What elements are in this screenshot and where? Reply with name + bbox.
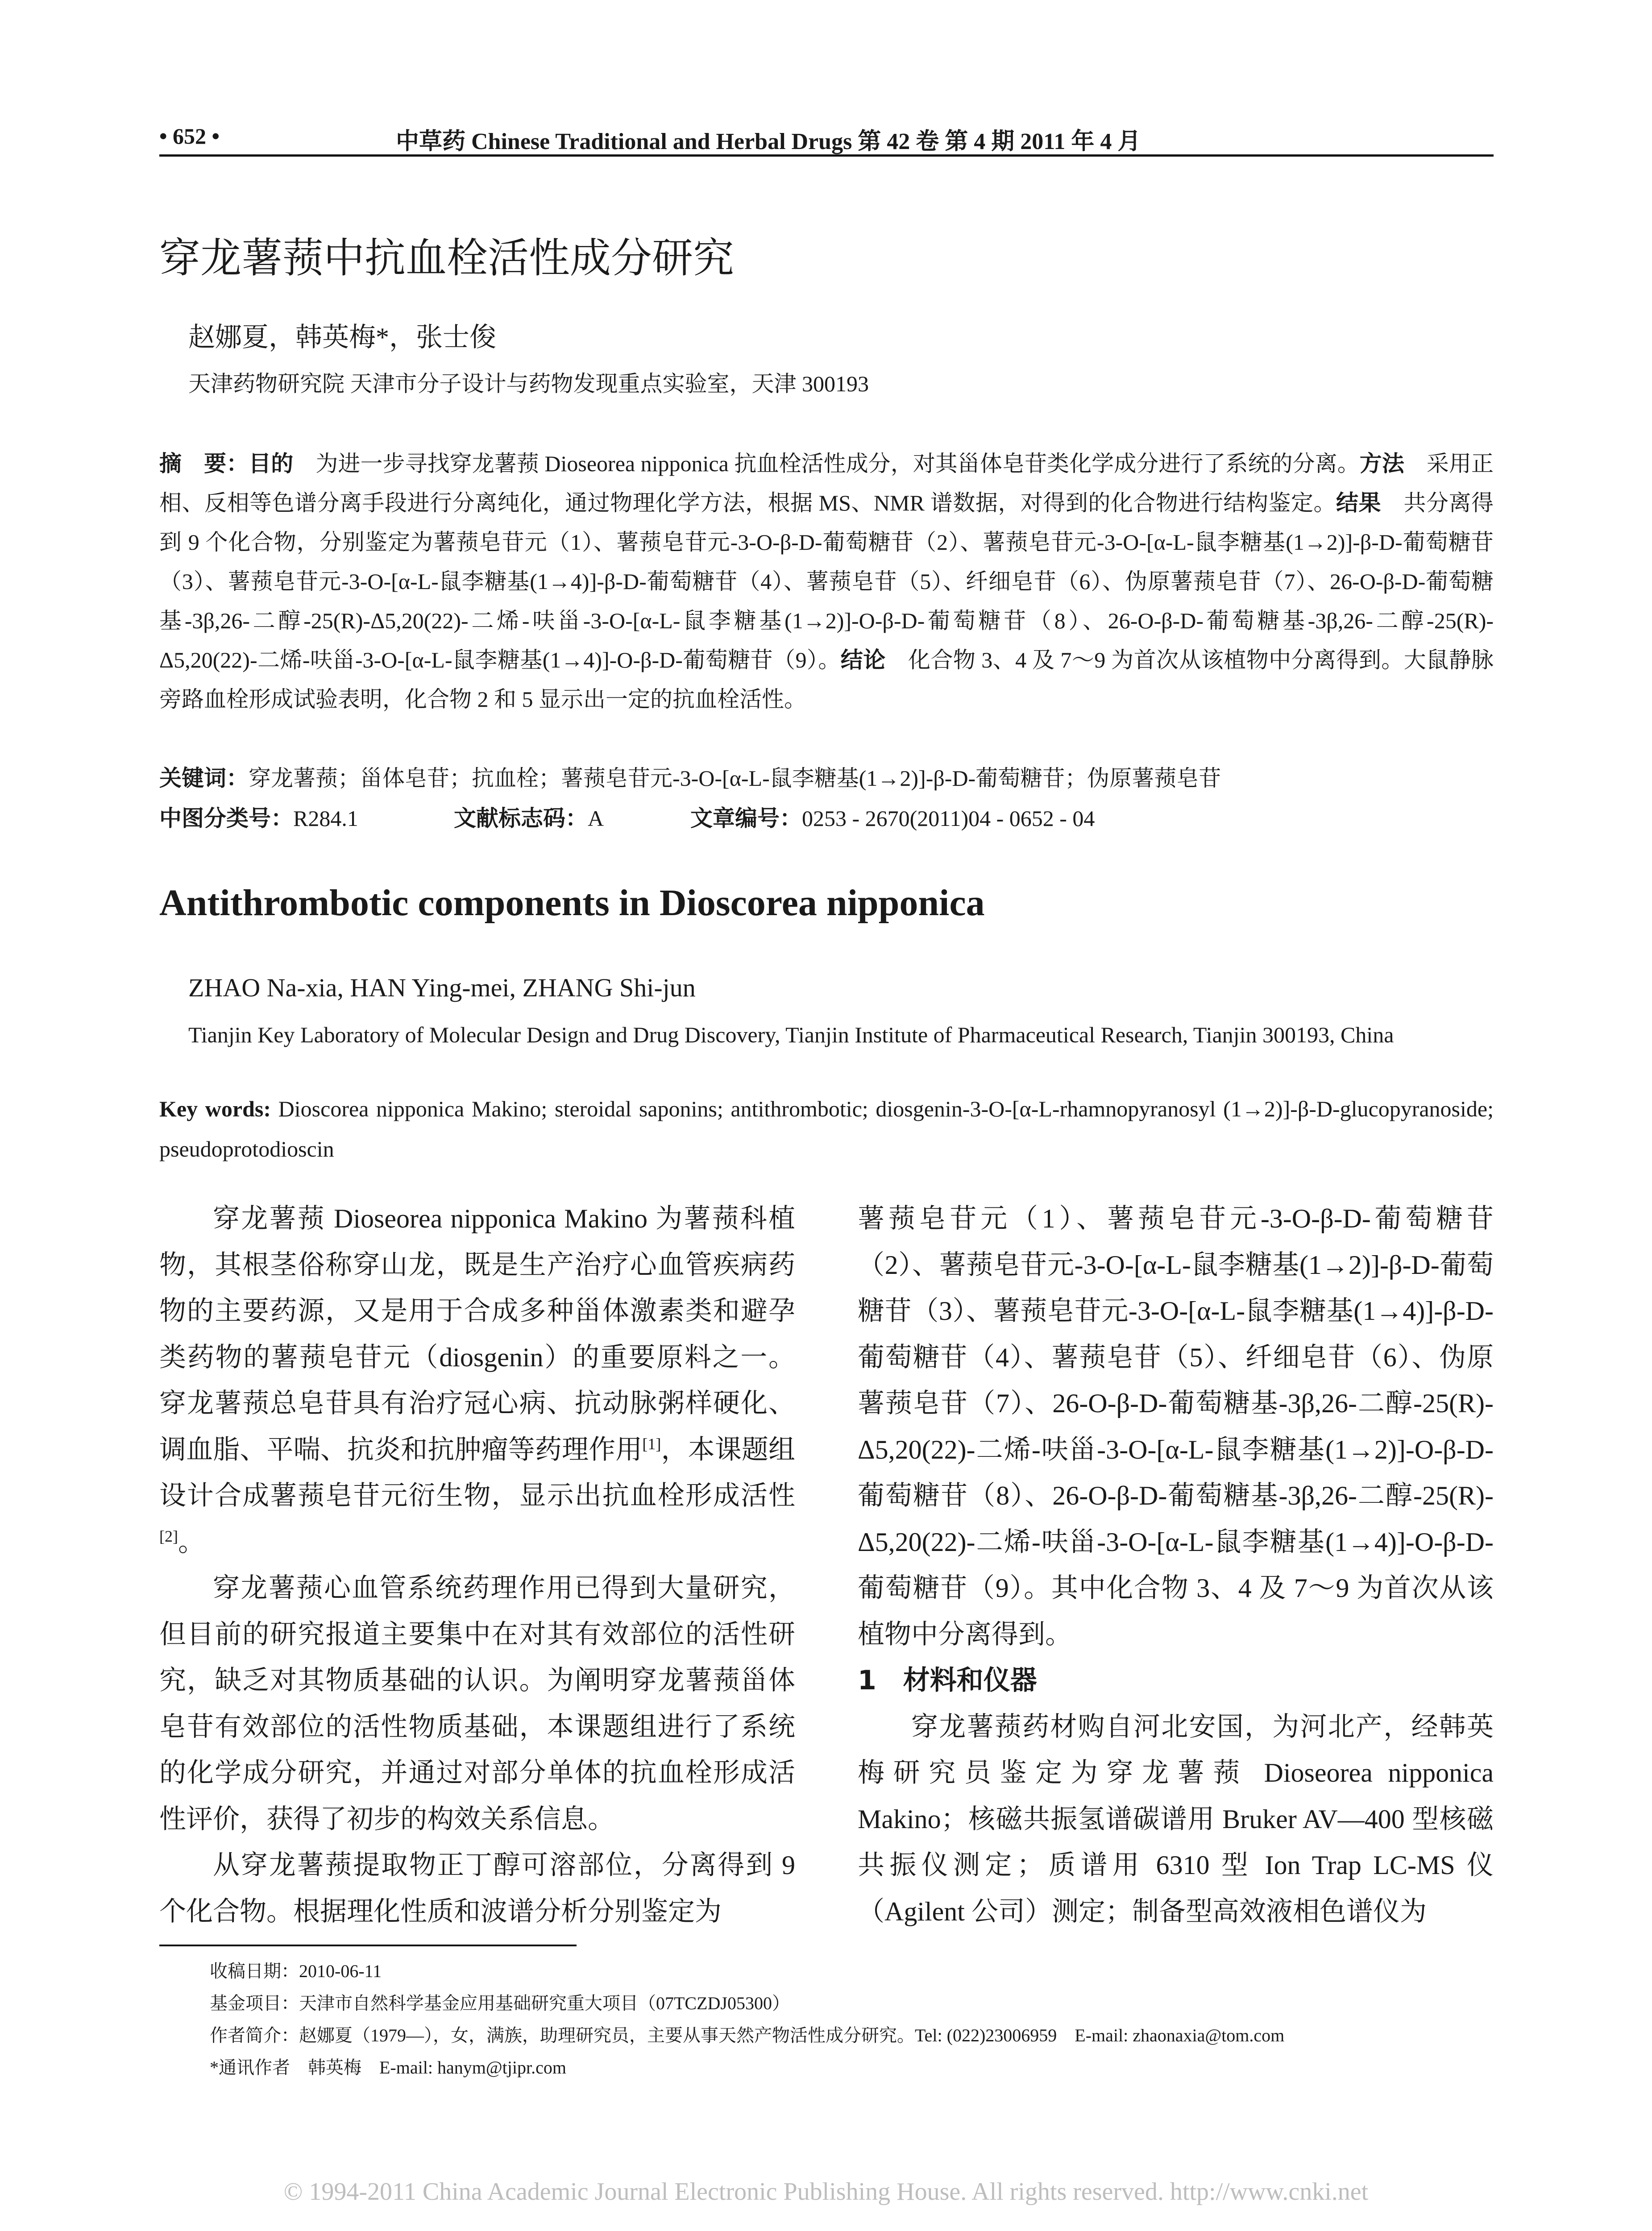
footnote-fund: 基金项目：天津市自然科学基金应用基础研究重大项目（07TCZDJ05300） [210, 1993, 790, 2013]
authors-chinese: 赵娜夏，韩英梅*，张士俊 [188, 323, 496, 352]
method-text: 采用正相、反相等色谱分离手段进行分离纯化，通过物理化学方法，根据 MS、NMR 谱数据，对得到的化合物进行结构鉴定。 [159, 451, 1494, 515]
body-left-column [159, 1196, 795, 1935]
article-number-value: 0253 - 2670(2011)04 - 0652 - 04 [802, 806, 1095, 831]
paragraph: 穿龙薯蓣心血管系统药理作用已得到大量研究，但目前的研究报道主要集中在对其有效部位的活性研究，缺乏对其物质基础的认识。为阐明穿龙薯蓣甾体皂苷有效部位的活性物质基础，本课题组进行了系统的化学成分研究，并通过对部分单体的抗血栓形成活性评价，获得了初步的构效关系信息。 [159, 1573, 795, 1834]
footnotes [210, 1955, 1504, 2084]
clc-label: 中图分类号： [159, 805, 293, 831]
objective-text: 为进一步寻找穿龙薯蓣 Dioseorea nipponica 抗血栓活性成分，对其甾体皂苷类化学成分进行了系统的分离。 [293, 451, 1360, 476]
keywords-en-label: Key words: [159, 1096, 271, 1121]
affiliation-chinese: 天津药物研究院 天津市分子设计与药物发现重点实验室，天津 300193 [188, 371, 869, 396]
method-label: 方法 [1359, 451, 1404, 477]
running-header [159, 117, 1494, 157]
title-english: Antithrombotic components in Dioscorea nipponica [159, 882, 985, 924]
section-heading: 1 材料和仪器 [858, 1665, 1037, 1696]
doc-code-value: A [588, 806, 604, 831]
footnote-divider [159, 1945, 577, 1946]
keywords-label: 关键词： [159, 765, 249, 791]
paragraph: 穿龙薯蓣 Dioseorea nipponica Makino 为薯蓣科植物，其根茎俗称穿山龙，既是生产治疗心血管疾病药物的主要药源，又是用于合成多种甾体激素类和避孕类药物的薯蓣皂苷元（diosgenin）的重要原料之一。穿龙薯蓣总皂苷具有治疗冠心病、抗动脉粥样硬化、调血脂、平喘、抗炎和抗肿瘤等药理作用[1]，本课题组设计合成薯蓣皂苷元衍生物，显示出抗血栓形成活性[2]。 [159, 1204, 795, 1557]
conclusion-label: 结论 [840, 647, 886, 673]
citation-ref: [2] [159, 1527, 178, 1545]
article-number-label: 文章编号： [690, 805, 802, 831]
header-divider [159, 154, 1494, 157]
paragraph: 从穿龙薯蓣提取物正丁醇可溶部位，分离得到 9 个化合物。根据理化性质和波谱分析分别鉴定为 [159, 1850, 795, 1926]
affiliation-english: Tianjin Key Laboratory of Molecular Design and Drug Discovery, Tianjin Institute of Pharmaceutical Research, Tianjin 300193, China [188, 1022, 1394, 1047]
keywords-chinese [159, 759, 1494, 798]
citation-ref: [1] [642, 1435, 661, 1453]
keywords-english [159, 1089, 1494, 1169]
footnote-author: 作者简介：赵娜夏（1979—），女，满族，助理研究员，主要从事天然产物活性成分研究。Tel: (022)23006959 E-mail: zhaonaxia@tom.com [210, 2025, 1285, 2045]
abstract-label: 摘 要： [159, 451, 249, 477]
paragraph: 薯蓣皂苷元（1）、薯蓣皂苷元-3-O-β-D-葡萄糖苷（2）、薯蓣皂苷元-3-O-[α-L-鼠李糖基(1→2)]-β-D-葡萄糖苷（3）、薯蓣皂苷元-3-O-[α-L-鼠李糖基(1→4)]-β-D-葡萄糖苷（4）、薯蓣皂苷（5）、纤细皂苷（6）、伪原薯蓣皂苷（7）、26-O-β-D-葡萄糖基-3β,26-二醇-25(R)-Δ5,20(22)-二烯-呋甾-3-O-[α-L-鼠李糖基(1→2)]-O-β-D-葡萄糖苷（8）、26-O-β-D-葡萄糖基-3β,26-二醇-25(R)-Δ5,20(22)-二烯-呋甾-3-O-[α-L-鼠李糖基(1→4)]-O-β-D-葡萄糖苷（9）。其中化合物 3、4 及 7～9 为首次从该植物中分离得到。 [858, 1204, 1494, 1649]
copyright-watermark: © 1994-2011 China Academic Journal Electronic Publishing House. All rights reserved. http://www.cnki.net [283, 2178, 1369, 2206]
title-chinese: 穿龙薯蓣中抗血栓活性成分研究 [159, 234, 735, 282]
paragraph: 穿龙薯蓣药材购自河北安国，为河北产，经韩英梅研究员鉴定为穿龙薯蓣 Dioseorea nipponica Makino；核磁共振氢谱碳谱用 Bruker AV—400 型核磁共振仪测定；质谱用 6310 型 Ion Trap LC-MS 仪（Agilent 公司）测定；制备型高效液相色谱仪为 [858, 1712, 1494, 1926]
authors-english: ZHAO Na-xia, HAN Ying-mei, ZHANG Shi-jun [188, 973, 696, 1002]
objective-label: 目的 [249, 451, 294, 477]
keywords-text: 穿龙薯蓣；甾体皂苷；抗血栓；薯蓣皂苷元-3-O-[α-L-鼠李糖基(1→2)]-β-D-葡萄糖苷；伪原薯蓣皂苷 [249, 766, 1221, 791]
keywords-en-text: Dioscorea nipponica Makino; steroidal saponins; antithrombotic; diosgenin-3-O-[α-L-rhamnopyranosyl (1→2)]-β-D-glucopyranoside; pseudoprotodioscin [159, 1096, 1494, 1161]
abstract-chinese [159, 444, 1494, 719]
footnote-received: 收稿日期：2010-06-11 [210, 1961, 382, 1981]
clc-value: R284.1 [293, 806, 358, 831]
page-number: • 652 • [159, 124, 220, 149]
journal-info: 中草药 Chinese Traditional and Herbal Drugs 第 42 卷 第 4 期 2011 年 4 月 [396, 129, 1141, 154]
footnote-corresponding: *通讯作者 韩英梅 E-mail: hanym@tjipr.com [210, 2057, 566, 2078]
body-right-column [858, 1196, 1494, 1935]
result-text: 共分离得到 9 个化合物，分别鉴定为薯蓣皂苷元（1）、薯蓣皂苷元-3-O-β-D-葡萄糖苷（2）、薯蓣皂苷元-3-O-[α-L-鼠李糖基(1→2)]-β-D-葡萄糖苷（3）、薯蓣皂苷元-3-O-[α-L-鼠李糖基(1→4)]-β-D-葡萄糖苷（4）、薯蓣皂苷（5）、纤细皂苷（6）、伪原薯蓣皂苷（7）、26-O-β-D-葡萄糖基-3β,26-二醇-25(R)-Δ5,20(22)-二烯-呋甾-3-O-[α-L-鼠李糖基(1→2)]-O-β-D-葡萄糖苷（8）、26-O-β-D-葡萄糖基-3β,26-二醇-25(R)-Δ5,20(22)-二烯-呋甾-3-O-[α-L-鼠李糖基(1→4)]-O-β-D-葡萄糖苷（9）。 [159, 490, 1494, 672]
doc-code-label: 文献标志码： [454, 805, 588, 831]
conclusion-text: 化合物 3、4 及 7～9 为首次从该植物中分离得到。大鼠静脉旁路血栓形成试验表明，化合物 2 和 5 显示出一定的抗血栓活性。 [159, 647, 1494, 712]
result-label: 结果 [1336, 490, 1381, 516]
classification-line [159, 799, 1494, 838]
